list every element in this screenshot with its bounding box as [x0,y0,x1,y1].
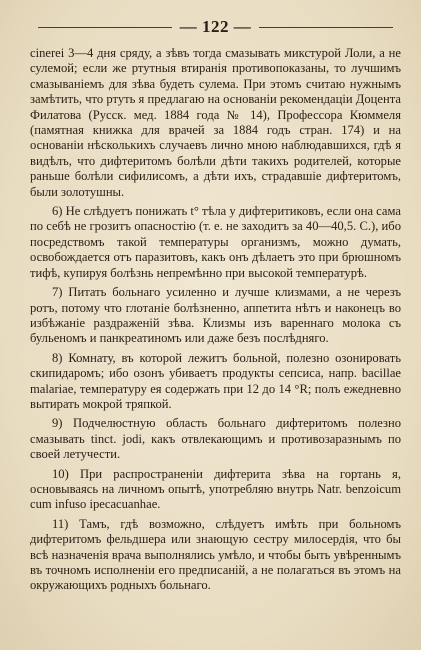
page-header [30,12,401,42]
paragraph-7: 7) Питать больнаго усиленно и лучше клизмами, а не черезъ ротъ, потому что глотаніе болѣзненно, аппетита нѣтъ и наконецъ во избѣжаніе раздраженій зѣва. Клизмы изъ вареннаго молока съ бульеномъ и панкреатиномъ или даже безъ послѣдняго. [30,285,401,346]
paragraph-9: 9) Подчелюстную область больнаго дифтеритомъ полезно смазывать tinct. jodi, какъ отвлекающимъ и противозаразнымъ по своей летучести. [30,416,401,462]
paragraph-10: 10) При распространеніи дифтерита зѣва на гортань я, основываясь на личномъ опытѣ, употребляю внутрь Natr. benzoicum cum infuso ipecacuanhae. [30,466,401,512]
page-body [30,46,401,594]
paragraph-continuation: cinerei 3—4 дня сряду, а зѣвъ тогда смазывать микстурой Лоли, а не сулемой; если же ртутныя втиранія противопоказаны, то лучшимъ смазываніемъ для зѣва будеть сулема. При этомъ считаю нужнымъ замѣтить, что ртуть я предлагаю на основаніи рекомендаціи Доцента Филатова (Русск. мед. 1884 года № 14), Профессора Кюммеля (памятная книжка для врачей за 1884 годъ стран. 174) и на основаніи нѣсколькихъ случаевъ лично мною наблюдавшихся, гдѣ я видѣлъ, что дифтеритомъ болѣли дѣти такихъ родителей, которые раньше болѣли сифилисомъ, а дѣти ихъ, страдавшіе дифтеритомъ, были золотушны. [30,46,401,199]
header-rule-right [259,27,393,28]
paragraph-11: 11) Тамъ, гдѣ возможно, слѣдуетъ имѣть при больномъ дифтеритомъ фельдшера или знающую сестру милосердія, что бы всѣ назначенія врача выполнялись умѣло, и чтобы быть увѣреннымъ въ точномъ исполненіи его предписаній, а не полагаться въ этомъ на окружающихъ родныхъ больнаго. [30,516,401,593]
paragraph-6: 6) Не слѣдуетъ понижать t° тѣла у дифтеритиковъ, если она сама по себѣ не грозитъ опасностію (т. е. не заходитъ за 40—40,5. C.), ибо посредствомъ такой температуры организмъ, можно думать, освобождается отъ паразитовъ, какъ онъ дѣлаетъ это при брюшномъ тифѣ, купируя болѣзнь непремѣнно при высокой температурѣ. [30,204,401,280]
paragraph-8: 8) Комнату, въ которой лежитъ больной, полезно озонировать скипидаромъ; ибо озонъ убиваетъ продукты сепсиса, напр. bacillae malariae, температуру ея содержать при 12 до 14 °R; полъ ежедневно вытирать мокрой тряпкой. [30,350,401,411]
page-number: — 122 — [179,17,252,36]
header-rule-left [38,27,172,28]
